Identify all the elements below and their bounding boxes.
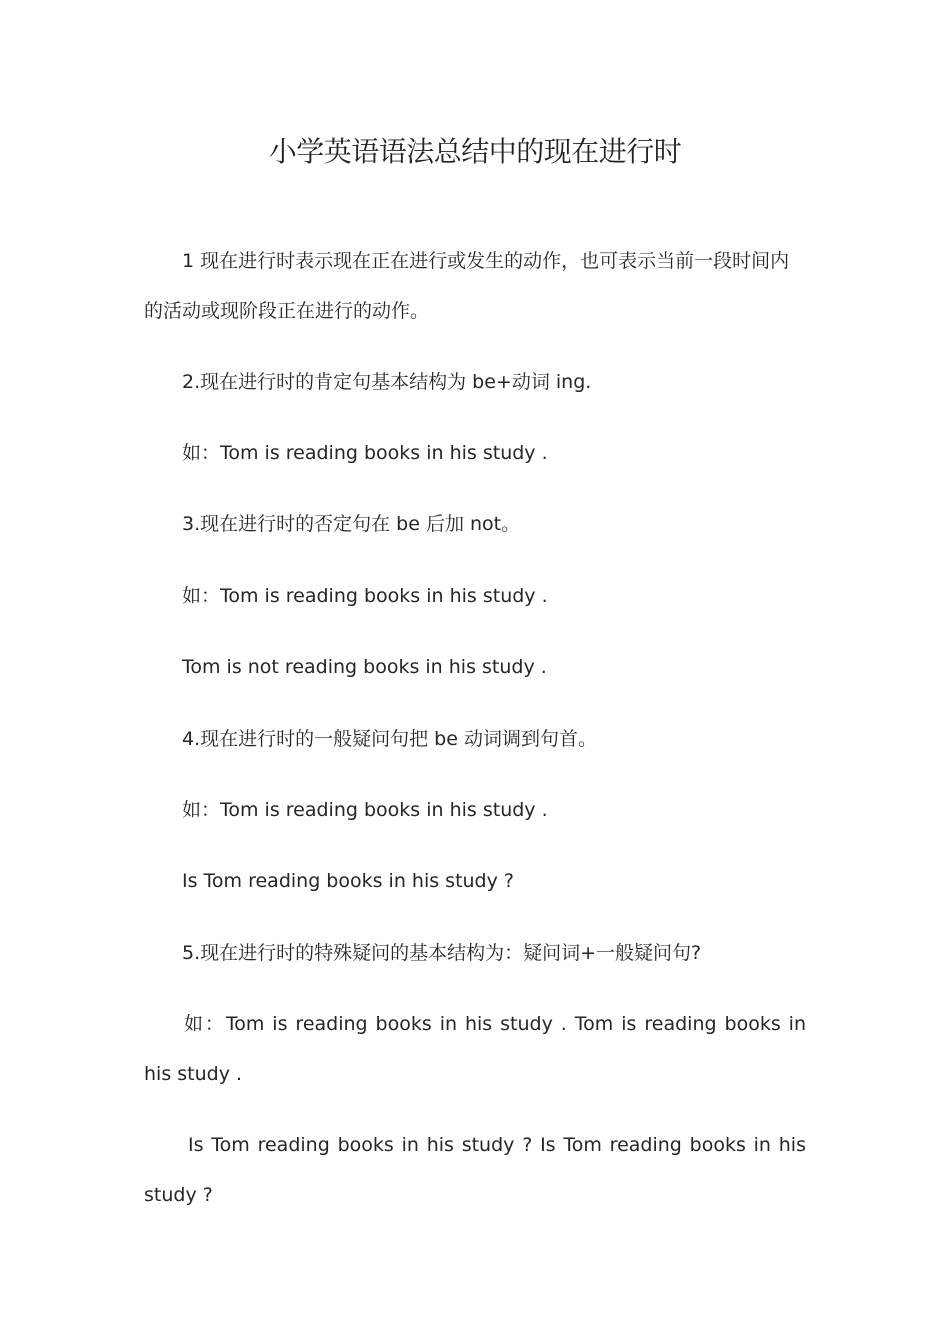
paragraph-3: 如：Tom is reading books in his study . [182, 442, 548, 464]
paragraph-2: 2.现在进行时的肯定句基本结构为 be+动词 ing. [182, 371, 592, 393]
document-title: 小学英语语法总结中的现在进行时 [268, 135, 682, 168]
paragraph-7: 4.现在进行时的一般疑问句把 be 动词调到句首。 [182, 728, 597, 750]
paragraph-8: 如：Tom is reading books in his study . [182, 799, 548, 821]
paragraph-1: 1 现在进行时表示现在正在进行或发生的动作，也可表示当前一段时间内的活动或现阶段正在进行的动作。 [144, 250, 790, 322]
paragraph-10: 5.现在进行时的特殊疑问的基本结构为：疑问词+一般疑问句? [182, 942, 702, 964]
paragraph-5: 如：Tom is reading books in his study . [182, 585, 548, 607]
paragraph-4: 3.现在进行时的否定句在 be 后加 not。 [182, 513, 521, 535]
paragraph-12: Is Tom reading books in his study ? Is Tom reading books in his study ? [144, 1134, 806, 1206]
paragraph-6: Tom is not reading books in his study . [182, 656, 547, 678]
paragraph-9: Is Tom reading books in his study ? [182, 870, 514, 892]
paragraph-11: 如：Tom is reading books in his study . Tom is reading books in his study . [144, 1013, 806, 1085]
